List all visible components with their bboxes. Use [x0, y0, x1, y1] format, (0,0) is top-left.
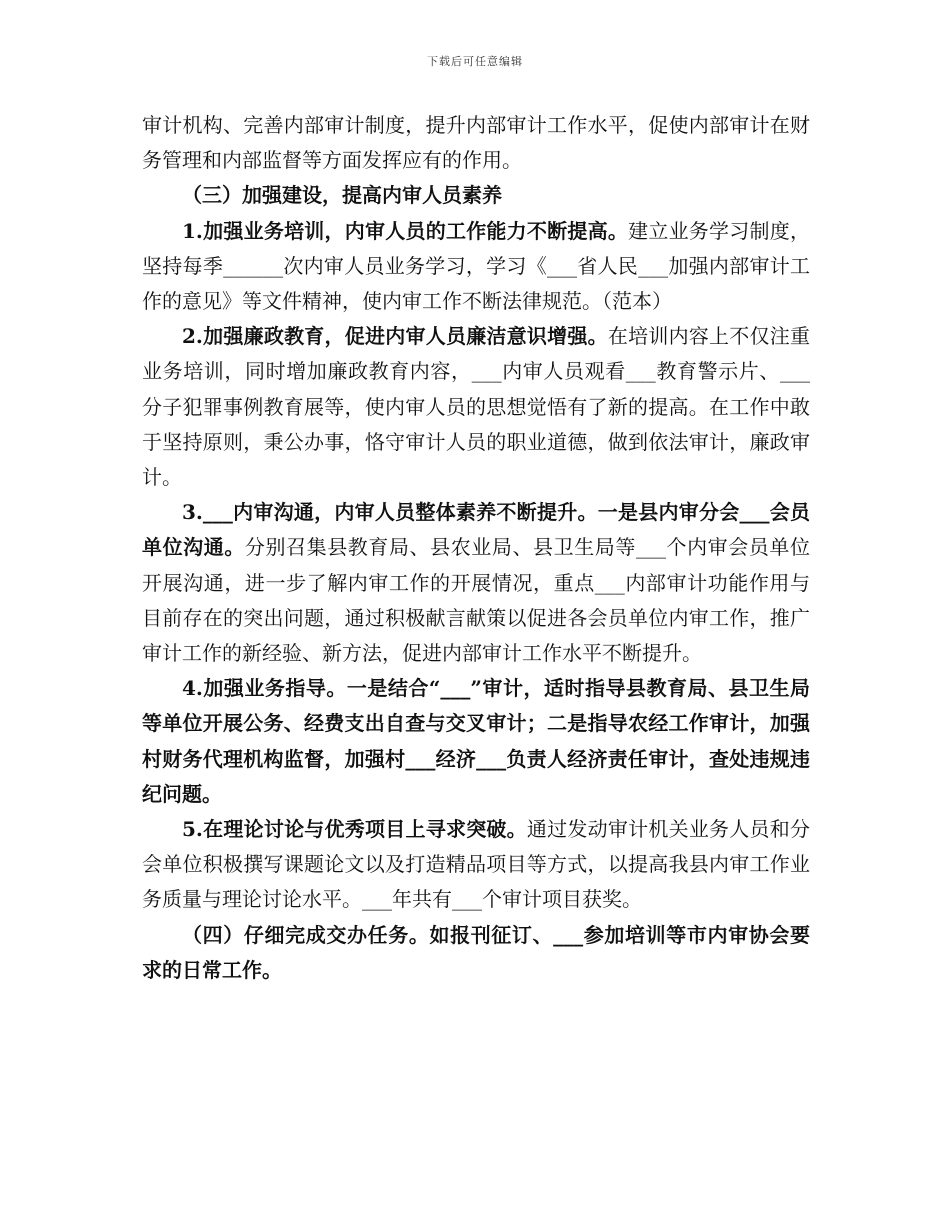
paragraph-text: 审计机构、完善内部审计制度，提升内部审计工作水平，促使内部审计在财务管理和内部监督等方面发挥应有的作用。 [142, 113, 810, 173]
item-text: 通过发动审计机关业务人员和分会单位积极撰写课题论文以及打造精品项目等方式，以提高我县内审工作业务质量与理论讨论水平。___年共有___个审计项目获奖。 [142, 817, 811, 912]
section-heading-text: （四）仔细完成交办任务。如报刊征订、___参加培训等市内审协会要求的日常工作。 [142, 922, 810, 982]
item-lead: 4.加强业务指导。一是结合“___”审计，适时指导县教育局、县卫生局等单位开展公务、经费支出自查与交叉审计；二是指导农经工作审计，加强村财务代理机构监督，加强村___经济___负责人经济责任审计，查处违规违纪问题。 [142, 676, 810, 806]
section-heading-3 [142, 178, 810, 213]
paragraph-item-4 [142, 671, 810, 812]
item-text: 在培训内容上不仅注重业务培训，同时增加廉政教育内容，___内审人员观看___教育警示片、___分子犯罪事例教育展等，使内审人员的思想觉悟有了新的提高。在工作中敢于坚持原则，秉公办事，恪守审计人员的职业道德，做到依法审计，廉政审计。 [142, 324, 810, 490]
paragraph-item-3 [142, 495, 810, 671]
item-lead: 5.在理论讨论与优秀项目上寻求突破。 [182, 817, 527, 842]
item-text: 分别召集县教育局、县农业局、县卫生局等___个内审会员单位开展沟通，进一步了解内审工作的开展情况，重点___内部审计功能作用与目前存在的突出问题，通过积极献言献策以促进各会员单位内审工作，推广审计工作的新经验、新方法，促进内部审计工作水平不断提升。 [142, 535, 811, 666]
document-body [142, 108, 810, 988]
item-lead: 2.加强廉政教育，促进内审人员廉洁意识增强。 [182, 324, 608, 349]
item-lead: 3.___内审沟通，内审人员整体素养不断提升。一是县内审分会___会员单位沟通。 [142, 500, 810, 560]
section-heading-4 [142, 918, 810, 988]
paragraph-continuation [142, 108, 810, 178]
item-lead: 1.加强业务培训，内审人员的工作能力不断提高。 [182, 218, 629, 243]
paragraph-item-2 [142, 319, 810, 495]
section-heading-text: （三）加强建设，提高内审人员素养 [182, 183, 502, 208]
paragraph-item-5 [142, 812, 810, 918]
page-header-note: 下载后可任意编辑 [427, 55, 523, 68]
item-text: 建立业务学习制度，坚持每季______次内审人员业务学习，学习《___省人民___加强内部审计工作的意见》等文件精神，使内审工作不断法律规范。（范本） [142, 218, 810, 314]
paragraph-item-1 [142, 214, 810, 320]
